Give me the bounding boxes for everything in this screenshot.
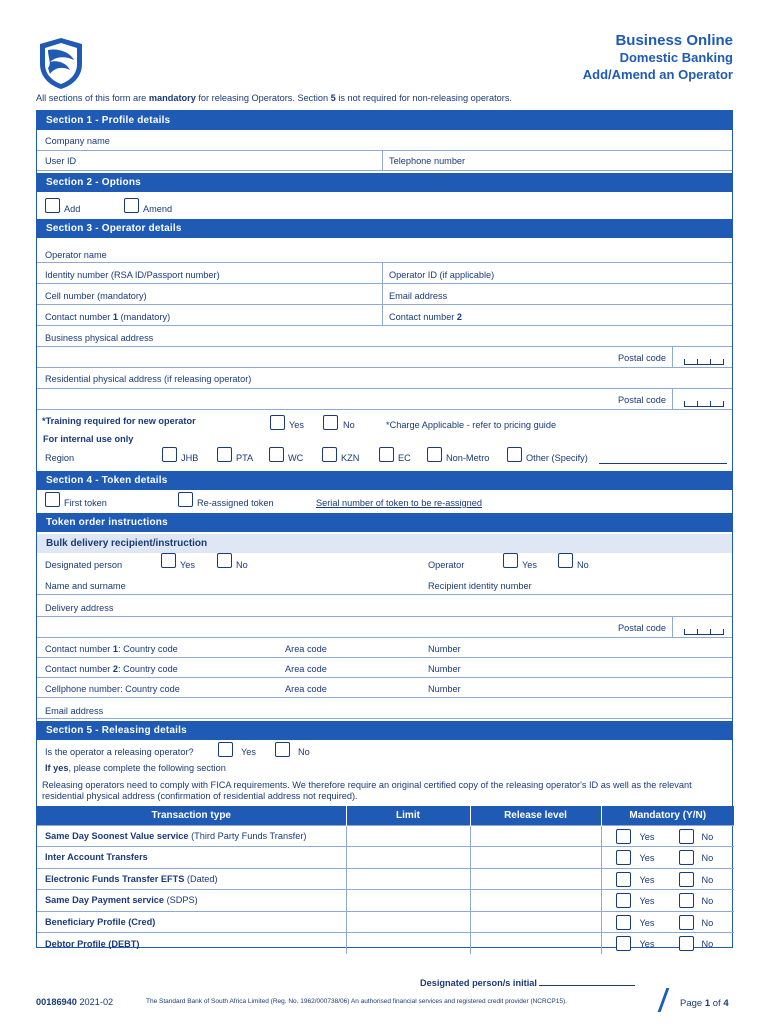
number-label: Number bbox=[428, 664, 461, 674]
mandatory-yes-checkbox[interactable] bbox=[616, 893, 631, 908]
reassigned-token-label: Re-assigned token bbox=[197, 498, 274, 508]
designated-initial-label: Designated person/s initial bbox=[420, 978, 635, 988]
token-order-header: Token order instructions bbox=[37, 513, 732, 532]
mandatory-yes-label: Yes bbox=[639, 939, 655, 949]
amend-checkbox[interactable] bbox=[124, 198, 139, 213]
slash-decoration bbox=[658, 988, 670, 1012]
mandatory-yes-checkbox[interactable] bbox=[616, 936, 631, 951]
mandatory-cell bbox=[601, 868, 734, 890]
first-token-label: First token bbox=[64, 498, 107, 508]
limit-cell[interactable] bbox=[346, 825, 470, 847]
email-label: Email address bbox=[389, 291, 448, 301]
serial-number-label: Serial number of token to be re-assigned bbox=[316, 498, 482, 508]
delivery-postal-row bbox=[37, 617, 732, 638]
name-surname-label: Name and surname bbox=[45, 581, 126, 591]
postal-code-label: Postal code bbox=[617, 353, 666, 363]
mandatory-yes-label: Yes bbox=[639, 917, 655, 928]
region-pta-checkbox[interactable] bbox=[217, 447, 232, 462]
area-code-label: Area code bbox=[285, 684, 327, 694]
amend-label: Amend bbox=[143, 204, 173, 214]
intro-text: All sections of this form are mandatory for releasing Operators. Section 5 is not required for non-releasing operators. bbox=[36, 93, 512, 103]
reassigned-token-checkbox[interactable] bbox=[178, 492, 193, 507]
release-level-cell[interactable] bbox=[470, 825, 601, 847]
cellphone-country-label: Cellphone number: Country code bbox=[45, 684, 180, 694]
table-row bbox=[37, 890, 734, 912]
region-other-field[interactable] bbox=[599, 463, 727, 464]
mandatory-cell bbox=[601, 825, 734, 847]
internal-use-label: For internal use only bbox=[43, 434, 134, 444]
releasing-no-checkbox[interactable] bbox=[275, 742, 290, 757]
contact2-row bbox=[37, 658, 732, 678]
legal-text: The Standard Bank of South Africa Limited (Reg. No. 1962/000738/06) An authorised financial services and registered credit provider (NCRCP15). bbox=[146, 998, 567, 1005]
mandatory-yes-label: Yes bbox=[639, 853, 655, 863]
operator-name-label: Operator name bbox=[45, 250, 107, 260]
region-ec-checkbox[interactable] bbox=[379, 447, 394, 462]
charge-label: *Charge Applicable - refer to pricing guide bbox=[386, 420, 557, 430]
options-row bbox=[37, 192, 732, 217]
userid-row bbox=[37, 151, 732, 171]
business-address-label: Business physical address bbox=[45, 333, 154, 343]
region-nonmetro-checkbox[interactable] bbox=[427, 447, 442, 462]
cell-label: Cell number (mandatory) bbox=[45, 291, 147, 301]
token-email-row[interactable] bbox=[37, 698, 732, 719]
transaction-name: Inter Account Transfers bbox=[37, 847, 346, 869]
number-label: Number bbox=[428, 644, 461, 654]
company-name-label: Company name bbox=[45, 136, 110, 146]
mandatory-no-checkbox[interactable] bbox=[679, 829, 694, 844]
mandatory-cell bbox=[601, 933, 734, 955]
mandatory-no-label: No bbox=[701, 939, 714, 949]
mandatory-no-label: No bbox=[701, 874, 714, 885]
region-jhb-label: JHB bbox=[181, 453, 199, 463]
if-yes-label: If yes, please complete the following section bbox=[45, 763, 226, 773]
release-level-cell[interactable] bbox=[470, 847, 601, 869]
mandatory-no-checkbox[interactable] bbox=[679, 915, 694, 930]
training-label: *Training required for new operator bbox=[42, 416, 196, 426]
release-level-cell[interactable] bbox=[470, 868, 601, 890]
contact-row bbox=[37, 305, 732, 326]
mandatory-yes-label: Yes bbox=[639, 896, 655, 906]
section-5-header: Section 5 - Releasing details bbox=[37, 721, 732, 740]
add-label: Add bbox=[64, 204, 81, 214]
mandatory-no-checkbox[interactable] bbox=[679, 850, 694, 865]
table-row bbox=[37, 868, 734, 890]
releasing-yes-label: Yes bbox=[241, 747, 256, 757]
initial-field[interactable] bbox=[539, 985, 635, 986]
col-mandatory: Mandatory (Y/N) bbox=[601, 806, 734, 825]
mandatory-cell bbox=[601, 911, 734, 933]
transaction-table bbox=[37, 806, 734, 954]
training-no-label: No bbox=[343, 420, 355, 430]
releasing-question-row bbox=[37, 740, 732, 758]
releasing-no-label: No bbox=[298, 747, 310, 757]
transaction-name: Beneficiary Profile (Cred) bbox=[37, 911, 346, 933]
region-kzn-label: KZN bbox=[341, 453, 360, 463]
region-kzn-checkbox[interactable] bbox=[322, 447, 337, 462]
identity-row bbox=[37, 263, 732, 284]
mandatory-yes-label: Yes bbox=[639, 874, 655, 885]
release-level-cell[interactable] bbox=[470, 911, 601, 933]
mandatory-no-label: No bbox=[701, 831, 714, 842]
limit-cell[interactable] bbox=[346, 911, 470, 933]
recipient-id-label: Recipient identity number bbox=[428, 581, 532, 591]
operator-no-checkbox[interactable] bbox=[558, 553, 573, 568]
col-release-level: Release level bbox=[470, 806, 601, 825]
limit-cell[interactable] bbox=[346, 890, 470, 912]
token-row bbox=[37, 490, 732, 512]
releasing-yes-checkbox[interactable] bbox=[218, 742, 233, 757]
region-label: Region bbox=[45, 453, 75, 463]
postal-code-label: Postal code bbox=[617, 623, 666, 633]
region-ec-label: EC bbox=[398, 453, 411, 463]
postal-code-field[interactable] bbox=[672, 347, 732, 367]
postal-code-field[interactable] bbox=[672, 389, 732, 409]
shield-logo-icon bbox=[36, 36, 86, 90]
mandatory-no-label: No bbox=[701, 917, 714, 928]
cellphone-row bbox=[37, 678, 732, 698]
operator-name-row[interactable] bbox=[37, 238, 732, 263]
limit-cell[interactable] bbox=[346, 847, 470, 869]
contact2-label: Contact number 2 bbox=[389, 312, 463, 322]
mandatory-yes-checkbox[interactable] bbox=[616, 872, 631, 887]
page-subtitle-domestic: Domestic Banking bbox=[619, 50, 733, 65]
mandatory-no-checkbox[interactable] bbox=[679, 936, 694, 951]
business-postal-row bbox=[37, 347, 732, 368]
designated-row bbox=[37, 553, 732, 574]
region-wc-checkbox[interactable] bbox=[269, 447, 284, 462]
col-transaction-type: Transaction type bbox=[37, 806, 346, 825]
postal-code-label: Postal code bbox=[617, 395, 666, 405]
area-code-label: Area code bbox=[285, 644, 327, 654]
form-code: 00186940 2021-02 bbox=[36, 997, 114, 1007]
name-row bbox=[37, 574, 732, 595]
operator-no-label: No bbox=[577, 560, 589, 570]
transaction-name: Same Day Soonest Value service (Third Party Funds Transfer) bbox=[37, 825, 346, 847]
postal-code-field[interactable] bbox=[672, 617, 732, 637]
region-nonmetro-label: Non-Metro bbox=[446, 453, 490, 463]
mandatory-no-checkbox[interactable] bbox=[679, 872, 694, 887]
page-subtitle-form: Add/Amend an Operator bbox=[582, 67, 733, 82]
bulk-delivery-header: Bulk delivery recipient/instruction bbox=[37, 534, 732, 553]
mandatory-no-label: No bbox=[701, 896, 714, 906]
userid-label: User ID bbox=[45, 156, 77, 166]
transaction-name: Electronic Funds Transfer EFTS (Dated) bbox=[37, 868, 346, 890]
designated-yes-label: Yes bbox=[180, 560, 195, 570]
contact2-country-label: Contact number 2: Country code bbox=[45, 664, 178, 674]
contact1-row bbox=[37, 638, 732, 658]
region-other-checkbox[interactable] bbox=[507, 447, 522, 462]
designated-label: Designated person bbox=[45, 560, 123, 570]
mandatory-no-label: No bbox=[701, 853, 714, 863]
section-1-header: Section 1 - Profile details bbox=[37, 111, 732, 130]
mandatory-yes-checkbox[interactable] bbox=[616, 829, 631, 844]
operator-id-label: Operator ID (if applicable) bbox=[389, 270, 495, 280]
table-row bbox=[37, 911, 734, 933]
training-no-checkbox[interactable] bbox=[323, 415, 338, 430]
area-code-label: Area code bbox=[285, 664, 327, 674]
first-token-checkbox[interactable] bbox=[45, 492, 60, 507]
residential-address-row[interactable] bbox=[37, 368, 732, 389]
transaction-name: Same Day Payment service (SDPS) bbox=[37, 890, 346, 912]
table-row bbox=[37, 933, 734, 955]
release-level-cell[interactable] bbox=[470, 933, 601, 955]
release-level-cell[interactable] bbox=[470, 890, 601, 912]
residential-address-label: Residential physical address (if releasing operator) bbox=[45, 374, 252, 384]
number-label: Number bbox=[428, 684, 461, 694]
operator-label: Operator bbox=[428, 560, 465, 570]
mandatory-cell bbox=[601, 890, 734, 912]
region-jhb-checkbox[interactable] bbox=[162, 447, 177, 462]
page-number: Page 1 of 4 bbox=[680, 998, 729, 1009]
business-address-row[interactable] bbox=[37, 326, 732, 347]
fica-notice: Releasing operators need to comply with FICA requirements. We therefore require an original certified copy of the releasing operator's ID as well as the relevant residential physical address (confirmation of residential address not required). bbox=[42, 780, 692, 801]
section-4-header: Section 4 - Token details bbox=[37, 471, 732, 490]
contact1-label: Contact number 1 (mandatory) bbox=[45, 312, 171, 322]
designated-no-checkbox[interactable] bbox=[217, 553, 232, 568]
region-other-label: Other (Specify) bbox=[526, 453, 588, 463]
operator-form bbox=[36, 110, 733, 948]
releasing-question-label: Is the operator a releasing operator? bbox=[45, 747, 194, 757]
mandatory-yes-label: Yes bbox=[639, 831, 655, 842]
token-email-label: Email address bbox=[45, 706, 104, 716]
section-3-header: Section 3 - Operator details bbox=[37, 219, 732, 238]
training-yes-checkbox[interactable] bbox=[270, 415, 285, 430]
company-name-row[interactable] bbox=[37, 130, 732, 151]
operator-yes-checkbox[interactable] bbox=[503, 553, 518, 568]
mandatory-no-checkbox[interactable] bbox=[679, 893, 694, 908]
add-checkbox[interactable] bbox=[45, 198, 60, 213]
section-2-header: Section 2 - Options bbox=[37, 173, 732, 192]
transaction-name: Debtor Profile (DEBT) bbox=[37, 933, 346, 955]
identity-label: Identity number (RSA ID/Passport number) bbox=[45, 270, 220, 280]
cell-row bbox=[37, 284, 732, 305]
region-wc-label: WC bbox=[288, 453, 304, 463]
table-row bbox=[37, 825, 734, 847]
mandatory-cell bbox=[601, 847, 734, 869]
delivery-address-row[interactable] bbox=[37, 595, 732, 617]
page-title: Business Online bbox=[615, 32, 733, 49]
residential-postal-row bbox=[37, 389, 732, 410]
mandatory-yes-checkbox[interactable] bbox=[616, 850, 631, 865]
region-pta-label: PTA bbox=[236, 453, 254, 463]
operator-yes-label: Yes bbox=[522, 560, 537, 570]
limit-cell[interactable] bbox=[346, 868, 470, 890]
delivery-address-label: Delivery address bbox=[45, 603, 114, 613]
limit-cell[interactable] bbox=[346, 933, 470, 955]
training-region-block bbox=[37, 410, 732, 474]
training-yes-label: Yes bbox=[289, 420, 304, 430]
col-limit: Limit bbox=[346, 806, 470, 825]
designated-no-label: No bbox=[236, 560, 248, 570]
table-row bbox=[37, 847, 734, 869]
designated-yes-checkbox[interactable] bbox=[161, 553, 176, 568]
telephone-label: Telephone number bbox=[389, 156, 466, 166]
mandatory-yes-checkbox[interactable] bbox=[616, 915, 631, 930]
contact1-country-label: Contact number 1: Country code bbox=[45, 644, 178, 654]
